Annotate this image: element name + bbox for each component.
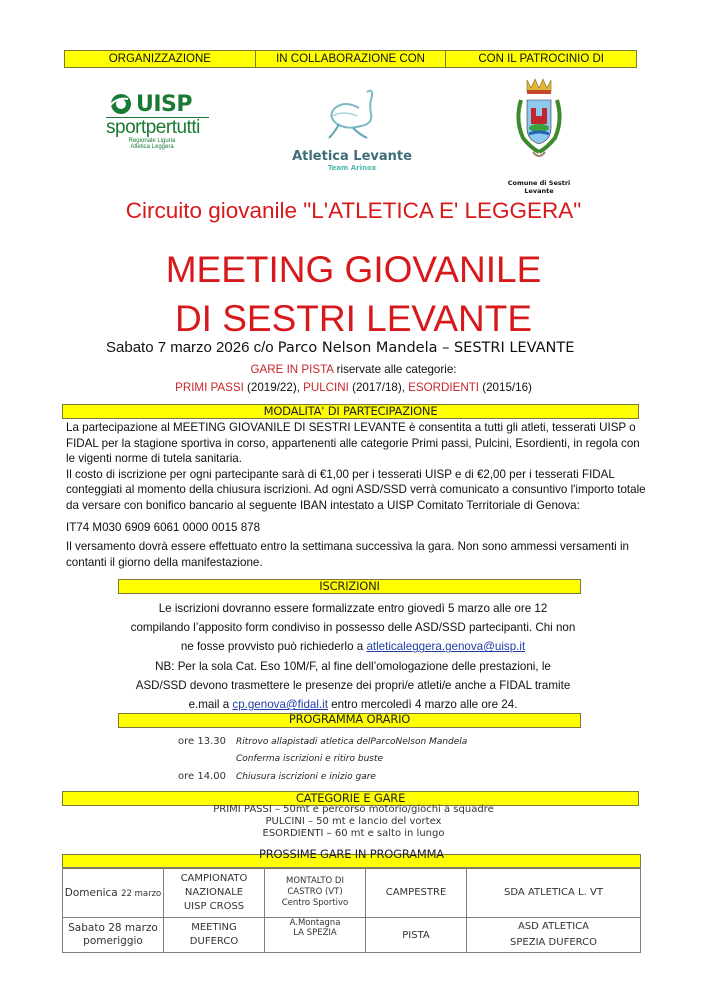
- gara-type: PISTA: [366, 918, 467, 953]
- gara-date-main: Sabato 28 marzo: [68, 922, 158, 934]
- category-esordienti-years: (2015/16): [479, 381, 532, 394]
- categorie-list: [0, 804, 707, 840]
- gara-date: [63, 868, 164, 918]
- gara-location-line: CASTRO (VT): [287, 887, 343, 897]
- header-row: [64, 50, 637, 68]
- gara-organizer: [467, 918, 641, 953]
- atletica-levante-team: Team Arinox: [327, 164, 377, 172]
- categoria-line: ESORDIENTI – 60 mt e salto in lungo: [262, 828, 445, 839]
- programma-heading: PROGRAMMA ORARIO: [118, 713, 581, 728]
- gara-organizer-line: ASD ATLETICA: [517, 921, 589, 932]
- ostrich-icon: [317, 86, 387, 144]
- table-row: [63, 868, 641, 918]
- iban: IT74 M030 6909 6061 0000 0015 878: [66, 520, 261, 534]
- category-pulcini-years: (2017/18),: [348, 381, 409, 394]
- header-collaborazione: IN COLLABORAZIONE CON: [256, 51, 447, 67]
- gara-location: [265, 868, 366, 918]
- prossime-heading: PROSSIME GARE IN PROGRAMMA: [259, 847, 444, 861]
- event-date-line: [106, 339, 574, 356]
- iscrizioni-line5: ASD/SSD devono trasmettere le presenze dei propri/e atleti/e anche a FIDAL tramite: [135, 678, 571, 692]
- categoria-line: PRIMI PASSI – 50mt e percorso motorio/giochi a squadre: [213, 804, 494, 815]
- iscrizioni-body: [88, 599, 618, 714]
- atletica-levante-name: Atletica Levante: [292, 149, 412, 164]
- gara-date-main: Domenica: [64, 886, 122, 899]
- iscrizioni-line3-text: ne fosse provvisto può richiederlo a: [180, 640, 367, 654]
- gara-event-line: UISP CROSS: [183, 900, 245, 912]
- gara-event-line: CAMPIONATO: [180, 872, 248, 884]
- modalita-para1: La partecipazione al MEETING GIOVANILE DI SESTRI LEVANTE è consentita a tutti gli atleti, tesserati UISP o FIDAL per la stagione sportiva in corso, appartenenti alle categorie Primi passi, Pulcini, Esordienti, in regola con le vigenti norme di tutela sanitaria.: [66, 421, 640, 466]
- gara-event-line: DUFERCO: [189, 936, 239, 947]
- categorie-heading: CATEGORIE E GARE: [62, 791, 639, 806]
- gara-date-small: pomeriggio: [83, 935, 143, 947]
- iscrizioni-line4: NB: Per la sola Cat. Eso 10M/F, al fine dell’omologazione delle prestazioni, le: [155, 659, 551, 673]
- uisp-email-link[interactable]: atleticaleggera.genova@uisp.it: [366, 640, 526, 654]
- category-pulcini: PULCINI: [303, 381, 349, 394]
- header-patrocinio: CON IL PATROCINIO DI: [478, 53, 605, 65]
- iscrizioni-line6-pre: e.mail a: [188, 698, 233, 712]
- gara-date-small: 22 marzo: [121, 888, 162, 899]
- programma-time: ore 14.00: [178, 771, 226, 782]
- categoria-line: PULCINI – 50 mt e lancio del vortex: [265, 816, 442, 827]
- event-date: Sabato 7 marzo 2026 c/o: [106, 339, 274, 356]
- gare-in-pista-label: GARE IN PISTA: [250, 363, 334, 376]
- comune-caption: Comune di Sestri Levante: [507, 179, 571, 195]
- programma-item: [178, 733, 467, 750]
- programma-desc: Conferma iscrizioni e ritiro buste: [236, 753, 384, 764]
- coat-of-arms-icon: [509, 76, 569, 166]
- gare-in-pista-text: riservate alle categorie:: [333, 363, 457, 376]
- gare-in-pista-line: [0, 362, 707, 377]
- gara-event: [164, 918, 265, 953]
- gara-date: [63, 918, 164, 953]
- programma-item: [178, 750, 467, 767]
- gara-location: [265, 918, 366, 953]
- header-organizzazione: ORGANIZZAZIONE: [65, 51, 256, 67]
- uisp-sector: Atletica Leggera: [130, 144, 174, 150]
- atletica-levante-logo: [290, 86, 414, 174]
- gara-location-line: Centro Sportivo: [281, 898, 349, 908]
- event-venue: Parco Nelson Mandela – SESTRI LEVANTE: [277, 340, 575, 356]
- programma-time: ore 13.30: [178, 736, 226, 747]
- gara-event-line: NAZIONALE: [184, 886, 244, 898]
- circuit-title: Circuito giovanile "L'ATLETICA E' LEGGERA": [125, 198, 582, 223]
- programma-list: [178, 733, 467, 786]
- uisp-emblem-icon: [106, 93, 136, 115]
- main-title-line2: DI SESTRI LEVANTE: [174, 298, 533, 339]
- iscrizioni-line1: Le iscrizioni dovranno essere formalizzate entro giovedì 5 marzo alle ore 12: [158, 602, 548, 615]
- gara-organizer-line: SDA ATLETICA L. VT: [504, 887, 603, 898]
- gara-event-line: MEETING: [191, 922, 237, 933]
- category-primi-passi-years: (2019/22),: [243, 381, 304, 394]
- categories-line: [0, 380, 707, 395]
- table-row: [63, 918, 641, 953]
- comune-crest: [494, 76, 584, 195]
- iscrizioni-line6-post: entro mercoledì 4 marzo alle ore 24.: [327, 698, 518, 712]
- gara-location-line: A.Montagna: [289, 918, 341, 928]
- prossime-gare-table: [62, 867, 641, 953]
- gara-type: CAMPESTRE: [366, 868, 467, 918]
- gara-organizer-line: SPEZIA DUFERCO: [510, 937, 597, 948]
- uisp-logo: [106, 92, 216, 152]
- uisp-region: Regionale Liguria: [128, 138, 176, 144]
- uisp-tagline: sportpertutti: [106, 117, 200, 138]
- main-title-line1: MEETING GIOVANILE: [165, 249, 542, 290]
- iscrizioni-line2: compilando l’apposito form condiviso in possesso delle ASD/SSD partecipanti. Chi non: [130, 621, 576, 635]
- gara-event: [164, 868, 265, 918]
- gara-location-line: MONTALTO DI: [286, 876, 344, 886]
- iscrizioni-line3: [88, 637, 618, 656]
- modalita-heading: MODALITA' DI PARTECIPAZIONE: [62, 404, 639, 419]
- fidal-email-link[interactable]: cp.genova@fidal.it: [232, 698, 328, 712]
- modalita-para3: Il versamento dovrà essere effettuato entro la settimana successiva la gara. Non sono ammessi versamenti in contanti il giorno della manifestazione.: [66, 540, 629, 569]
- programma-desc: Ritrovo allapistadi atletica delParcoNelson Mandela: [236, 736, 468, 747]
- gara-organizer: [467, 868, 641, 918]
- modalita-para2: Il costo di iscrizione per ogni partecipante sarà di €1,00 per i tesserati UISP e di €2,00 per i tesserati FIDAL conteggiati al momento della chiusura iscrizioni. Ad ogni ASD/SSD verrà comunicato a consuntivo l'importo totale da versare con bonifico bancario al seguente IBAN intestato a UISP Comitato Territoriale di Genova:: [66, 467, 646, 512]
- iscrizioni-heading: ISCRIZIONI: [118, 579, 581, 594]
- programma-item: [178, 767, 467, 786]
- uisp-wordmark: UISP: [136, 91, 193, 117]
- programma-desc: Chiusura iscrizioni e inizio gare: [236, 771, 376, 782]
- gara-location-line: LA SPEZIA: [293, 928, 337, 938]
- category-primi-passi: PRIMI PASSI: [175, 381, 244, 394]
- modalita-body: [66, 420, 648, 570]
- category-esordienti: ESORDIENTI: [408, 381, 480, 394]
